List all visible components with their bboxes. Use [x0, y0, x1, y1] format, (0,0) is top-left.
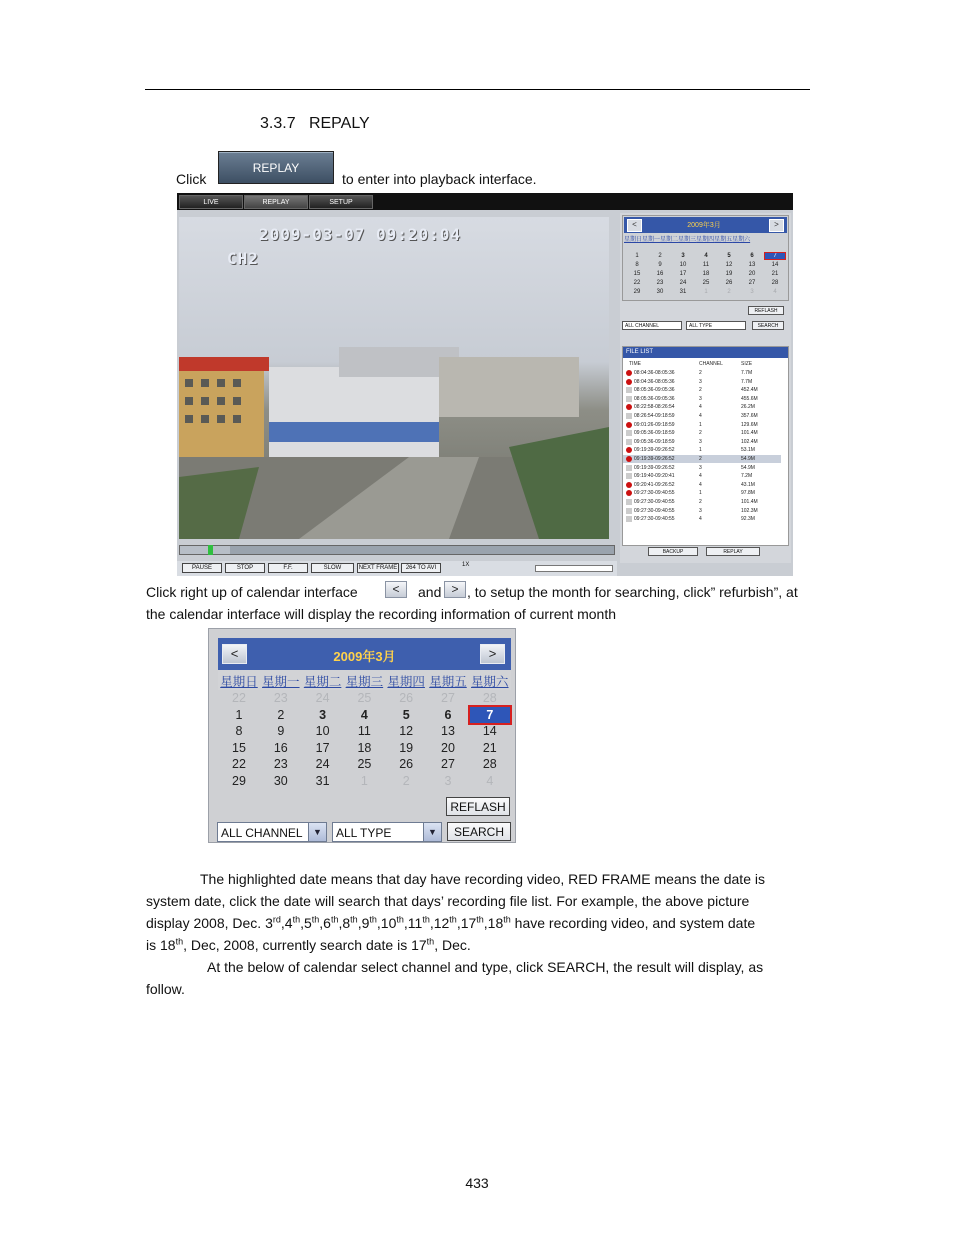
file-list-title: FILE LIST — [623, 347, 788, 358]
file-row[interactable] — [623, 369, 781, 377]
calendar-day[interactable]: 26 — [399, 757, 414, 772]
file-list — [622, 346, 789, 546]
mini-calendar — [622, 215, 789, 301]
calendar-day[interactable]: 21 — [482, 740, 497, 755]
calendar-day[interactable]: 28 — [482, 691, 497, 705]
fast-forward-button[interactable]: F.F. — [268, 563, 308, 573]
alarm-icon — [626, 379, 632, 385]
sup: th — [449, 914, 457, 925]
file-row[interactable] — [623, 446, 781, 454]
file-time: 09:05:36-09:18:59 — [634, 430, 675, 437]
record-icon — [626, 465, 632, 471]
next-frame-button[interactable]: NEXT FRAME — [358, 565, 398, 571]
calendar-day[interactable]: 8 — [235, 724, 243, 739]
calendar-day[interactable]: 3 — [444, 774, 452, 788]
chevron-down-icon: ▼ — [308, 823, 326, 841]
calendar-zoom — [208, 628, 516, 843]
file-size: 102.4M — [741, 438, 758, 445]
section-number: 3.3.7 — [260, 115, 296, 132]
mini-weekday: 星期四 — [696, 237, 715, 243]
record-icon — [626, 473, 632, 479]
prev-month-icon: < — [385, 581, 407, 598]
refresh-button[interactable]: REFLASH — [446, 797, 510, 816]
mini-day-cell[interactable]: 4 — [773, 289, 777, 295]
record-icon — [626, 508, 632, 514]
record-icon — [626, 430, 632, 436]
mini-day-cell[interactable]: 20 — [748, 271, 756, 277]
record-icon — [626, 516, 632, 522]
mini-day-cell[interactable]: 3 — [750, 289, 754, 295]
mini-day-cell[interactable]: 19 — [725, 271, 733, 277]
sup: th — [476, 914, 484, 925]
weekday-label: 星期日 — [220, 675, 258, 689]
weekday-label: 星期四 — [387, 675, 425, 689]
mini-weekday-row — [624, 234, 787, 243]
file-channel: 3 — [699, 507, 702, 514]
file-row[interactable] — [623, 481, 781, 489]
text: is 18 — [146, 937, 176, 953]
calendar-day[interactable]: 15 — [232, 740, 246, 755]
file-size: 54.9M — [741, 464, 755, 471]
mini-weekday: 星期二 — [660, 237, 679, 243]
calendar-day[interactable]: 10 — [315, 724, 330, 739]
file-size: 129.6M — [741, 421, 758, 428]
text: ,12 — [429, 915, 450, 931]
sup: th — [369, 914, 377, 925]
sup: th — [422, 914, 430, 925]
mini-day-cell[interactable]: 10 — [679, 262, 687, 268]
mini-day-cell[interactable]: 22 — [633, 280, 641, 286]
record-icon — [626, 499, 632, 505]
calendar-day[interactable]: 18 — [357, 740, 372, 755]
record-icon — [626, 387, 632, 393]
mini-day-cell[interactable]: 23 — [656, 280, 664, 286]
text: ,11 — [403, 915, 423, 931]
progress-handle[interactable] — [208, 545, 213, 555]
mini-day-cell[interactable]: 3 — [681, 253, 685, 259]
calendar-day[interactable]: 27 — [441, 757, 455, 772]
top-tab-bar — [177, 193, 793, 210]
file-time: 09:19:39-09:26:52 — [634, 464, 675, 471]
playback-screenshot — [177, 193, 793, 576]
mini-channel-value: ALL CHANNEL — [625, 322, 659, 329]
text: ,9 — [357, 915, 370, 931]
calendar-title: 2009年3月 — [333, 649, 396, 664]
mini-day-cell[interactable]: 2 — [658, 253, 662, 259]
page-number: 433 — [465, 1175, 489, 1191]
weekday-label: 星期五 — [429, 675, 467, 689]
mini-weekday: 星期六 — [732, 237, 751, 243]
file-row[interactable] — [623, 403, 781, 411]
calendar-day[interactable]: 23 — [273, 757, 288, 772]
mini-day-cell[interactable]: 24 — [679, 280, 687, 286]
file-row[interactable] — [623, 464, 781, 472]
calendar-day[interactable]: 25 — [357, 757, 372, 772]
file-time: 09:01:26-09:18:59 — [634, 421, 675, 428]
intro-click: Click — [176, 171, 207, 187]
sup: th — [350, 914, 358, 925]
alarm-icon — [626, 370, 632, 376]
text: ,5 — [300, 915, 312, 931]
search-button[interactable]: SEARCH — [447, 822, 511, 841]
chevron-down-icon: ▼ — [423, 823, 441, 841]
col-size: SIZE — [741, 361, 753, 367]
file-row[interactable] — [623, 498, 781, 506]
type-select[interactable] — [332, 822, 442, 842]
calendar-day[interactable]: 4 — [486, 774, 494, 788]
calendar-day[interactable]: 3 — [319, 707, 327, 722]
mini-weekday: 星期三 — [678, 237, 697, 243]
calendar-day[interactable]: 16 — [273, 740, 288, 755]
file-channel: 4 — [699, 481, 702, 488]
file-size: 54.9M — [741, 456, 755, 462]
calendar-header — [218, 638, 511, 670]
mini-day-cell[interactable]: 6 — [750, 253, 754, 259]
para1-line3 — [146, 912, 755, 934]
file-size: 452.4M — [741, 387, 758, 394]
calendar-day[interactable]: 22 — [232, 757, 246, 772]
para2-line1: At the below of calendar select channel and type, click SEARCH, the result will display, as — [207, 959, 764, 975]
sup: th — [396, 914, 404, 925]
mini-day-cell[interactable]: 16 — [656, 271, 664, 277]
calendar-day[interactable]: 12 — [399, 724, 414, 739]
file-channel: 1 — [699, 447, 702, 454]
convert-avi-button[interactable]: 264 TO AVI — [401, 563, 441, 573]
calendar-day[interactable]: 30 — [273, 774, 288, 788]
header-rule — [145, 89, 810, 90]
intro-after: to enter into playback interface. — [342, 171, 537, 187]
calendar-day[interactable]: 22 — [232, 691, 246, 705]
text: ,17 — [456, 915, 477, 931]
mini-day-cell[interactable]: 4 — [704, 253, 708, 259]
tab-replay[interactable]: REPLAY — [244, 195, 308, 209]
mini-day-cell[interactable]: 18 — [702, 271, 710, 277]
tab-setup[interactable]: SETUP — [309, 195, 373, 209]
channel-select-value: ALL CHANNEL — [221, 826, 303, 840]
file-row[interactable] — [623, 515, 781, 523]
file-time: 08:26:54-09:18:59 — [634, 413, 675, 419]
weekday-label: 星期一 — [262, 675, 300, 689]
mini-search-button[interactable]: SEARCH — [752, 321, 784, 330]
file-size: 7.7M — [741, 370, 753, 376]
text: ,18 — [483, 915, 504, 931]
file-time: 09:27:30-09:40:55 — [634, 516, 675, 523]
sup: rd — [272, 914, 281, 925]
file-channel: 2 — [699, 370, 702, 376]
calendar-day[interactable]: 17 — [315, 740, 330, 755]
text: , Dec, 2008, currently search date is 17 — [183, 937, 427, 953]
sup: th — [330, 914, 339, 925]
file-time: 09:19:39-09:26:52 — [634, 456, 675, 462]
stop-button[interactable]: STOP — [225, 563, 265, 573]
text: ,10 — [376, 915, 397, 931]
file-channel: 3 — [699, 438, 702, 445]
text: ,6 — [319, 915, 331, 931]
calendar-prev-icon[interactable]: < — [222, 644, 247, 664]
calendar-day[interactable]: 2 — [402, 774, 410, 788]
section-title: REPALY — [308, 115, 370, 132]
calendar-weekday-row — [218, 670, 511, 690]
text: have recording video, and system date — [510, 915, 756, 931]
mini-day-cell[interactable]: 13 — [748, 262, 756, 268]
file-channel: 4 — [699, 413, 702, 419]
mini-day-cell[interactable]: 2 — [727, 289, 731, 295]
file-channel: 1 — [699, 490, 702, 497]
file-channel: 2 — [699, 387, 702, 394]
file-time: 09:19:40-09:20:41 — [634, 473, 675, 480]
playback-controls — [177, 561, 617, 576]
col-channel: CHANNEL — [699, 361, 723, 367]
file-time: 08:04:36-08:05:36 — [634, 370, 675, 376]
file-channel: 3 — [699, 395, 702, 402]
mini-channel-select[interactable] — [622, 321, 682, 330]
mini-calendar-title: 2009年3月 — [687, 222, 721, 229]
pause-button[interactable]: PAUSE — [182, 563, 222, 573]
mini-day-cell[interactable]: 8 — [635, 262, 639, 268]
mini-day-cell[interactable]: 5 — [727, 253, 731, 259]
file-row[interactable] — [623, 421, 781, 429]
alarm-icon — [626, 404, 632, 410]
osd-timestamp: 2009-03-07 09:20:04 — [259, 225, 462, 244]
mini-day-cell[interactable]: 26 — [725, 280, 733, 286]
next-month-icon: > — [444, 581, 466, 598]
file-channel: 1 — [699, 421, 702, 428]
calendar-day[interactable]: 9 — [277, 724, 285, 739]
calendar-day[interactable]: 20 — [441, 740, 455, 755]
text: ,8 — [338, 915, 351, 931]
file-size: 101.4M — [741, 499, 758, 505]
calendar-day[interactable]: 7 — [470, 707, 510, 723]
mini-day-cell[interactable]: 14 — [771, 262, 779, 268]
mini-day-cell[interactable]: 9 — [658, 262, 662, 268]
side-replay-button[interactable]: REPLAY — [706, 547, 760, 556]
calendar-day[interactable]: 14 — [482, 724, 497, 739]
text: ,4 — [280, 915, 293, 931]
sup: th — [175, 936, 184, 947]
para1-line2: system date, click the date will search that days’ recording file list. For example, the above picture — [146, 893, 750, 909]
weekday-label: 星期六 — [471, 675, 509, 689]
mini-calendar-header — [624, 217, 787, 233]
file-time: 09:19:39-09:26:52 — [634, 447, 675, 454]
nav-text-c: the calendar interface will display the recording information of current month — [146, 606, 617, 622]
file-time: 09:27:30-09:40:55 — [634, 490, 675, 497]
section-heading — [260, 115, 370, 133]
mini-day-cell[interactable]: 27 — [748, 280, 756, 286]
calendar-day[interactable]: 23 — [273, 691, 288, 705]
weekday-label: 星期三 — [345, 675, 384, 689]
side-panel — [620, 213, 791, 563]
file-time: 09:20:41-09:26:52 — [634, 481, 675, 488]
channel-select[interactable] — [217, 822, 327, 842]
calendar-day[interactable]: 19 — [399, 740, 414, 755]
calendar-day[interactable]: 1 — [235, 707, 243, 722]
alarm-icon — [626, 456, 632, 462]
file-size: 53.1M — [741, 447, 755, 454]
file-row[interactable] — [623, 455, 781, 463]
mini-day-cell[interactable]: 25 — [702, 280, 710, 286]
file-time: 09:05:36-09:18:59 — [634, 438, 675, 445]
calendar-day-grid — [218, 690, 511, 796]
calendar-day[interactable]: 29 — [232, 774, 246, 788]
record-icon — [626, 396, 632, 402]
calendar-day[interactable]: 28 — [482, 757, 497, 772]
replay-button-image[interactable]: REPLAY — [218, 151, 334, 184]
calendar-next-icon[interactable]: > — [480, 644, 505, 664]
file-row[interactable] — [623, 378, 781, 386]
mini-prev-month-icon[interactable]: < — [627, 219, 642, 232]
mini-day-cell[interactable]: 15 — [633, 271, 641, 277]
calendar-day[interactable]: 31 — [315, 774, 330, 788]
file-size: 26.2M — [741, 404, 755, 411]
calendar-day[interactable]: 24 — [315, 691, 330, 705]
mini-day-cell[interactable]: 11 — [702, 262, 710, 268]
backup-button[interactable]: BACKUP — [648, 547, 698, 556]
alarm-icon — [626, 490, 632, 496]
type-select-value: ALL TYPE — [336, 826, 392, 840]
video-view — [179, 217, 609, 539]
para1-line4 — [146, 934, 471, 956]
file-size: 7.2M — [741, 473, 753, 480]
file-row[interactable] — [623, 395, 781, 403]
file-size: 102.3M — [741, 507, 758, 514]
text: , Dec. — [434, 937, 471, 953]
file-size: 357.6M — [741, 413, 758, 419]
file-time: 09:27:30-09:40:55 — [634, 499, 675, 505]
file-channel: 4 — [699, 516, 702, 523]
slow-button[interactable]: SLOW — [311, 563, 354, 573]
mini-day-cell[interactable]: 29 — [633, 289, 641, 295]
calendar-day[interactable]: 25 — [357, 691, 372, 705]
file-channel: 2 — [699, 499, 702, 505]
file-channel: 3 — [699, 378, 702, 385]
volume-slider[interactable] — [535, 565, 613, 572]
mini-weekday: 星期五 — [714, 237, 733, 243]
calendar-day[interactable]: 24 — [315, 757, 330, 772]
mini-type-value: ALL TYPE — [689, 322, 713, 329]
file-size: 92.3M — [741, 516, 755, 523]
tab-live[interactable]: LIVE — [179, 195, 243, 209]
sup: th — [311, 914, 320, 925]
sup: th — [426, 936, 435, 947]
file-time: 09:27:30-09:40:55 — [634, 507, 675, 514]
alarm-icon — [626, 447, 632, 453]
record-icon — [626, 439, 632, 445]
file-size: 7.7M — [741, 378, 753, 385]
mini-day-cell[interactable]: 12 — [725, 262, 733, 268]
mini-day-cell[interactable]: 31 — [679, 289, 687, 295]
para2-line2: follow. — [146, 981, 185, 997]
file-size: 455.6M — [741, 395, 758, 402]
record-icon — [626, 413, 632, 419]
playback-progress[interactable] — [179, 545, 615, 555]
mini-day-cell[interactable]: 28 — [771, 280, 779, 286]
mini-refresh-button[interactable]: REFLASH — [748, 306, 784, 315]
file-size: 97.8M — [741, 490, 755, 497]
file-time: 08:04:36-08:05:36 — [634, 378, 675, 385]
calendar-day[interactable]: 26 — [399, 691, 414, 705]
file-row[interactable] — [623, 438, 781, 446]
calendar-day[interactable]: 6 — [444, 707, 452, 722]
mini-day-cell[interactable]: 1 — [635, 253, 639, 259]
mini-day-cell[interactable]: 17 — [679, 271, 687, 277]
text: display 2008, Dec. 3 — [146, 915, 273, 931]
mini-day-cell[interactable]: 21 — [771, 271, 779, 277]
calendar-day[interactable]: 11 — [357, 724, 371, 739]
file-row[interactable] — [623, 412, 781, 420]
calendar-day[interactable]: 4 — [360, 707, 368, 722]
mini-day-cell[interactable]: 1 — [704, 289, 708, 295]
mini-type-select[interactable] — [686, 321, 746, 330]
file-channel: 2 — [699, 456, 702, 462]
mini-weekday: 星期日 — [624, 237, 643, 243]
calendar-day[interactable]: 2 — [277, 707, 285, 722]
sup: th — [503, 914, 511, 925]
file-time: 08:05:36-09:05:36 — [634, 387, 675, 394]
para1-line1: The highlighted date means that day have recording video, RED FRAME means the date is — [200, 871, 765, 887]
file-time: 08:22:58-08:26:54 — [634, 404, 675, 411]
mini-day-cell[interactable]: 30 — [656, 289, 664, 295]
file-row[interactable] — [623, 507, 781, 515]
file-row[interactable] — [623, 386, 781, 394]
file-size: 101.4M — [741, 430, 758, 437]
alarm-icon — [626, 482, 632, 488]
nav-text-a: Click right up of calendar interface — [146, 584, 358, 600]
speed-label: 1X — [462, 562, 470, 568]
file-list-columns — [623, 360, 781, 368]
scene-drawing — [179, 217, 609, 539]
mini-day-cell[interactable]: 7 — [765, 253, 785, 259]
file-time: 08:05:36-09:05:36 — [634, 395, 675, 402]
col-time: TIME — [629, 361, 641, 367]
file-row[interactable] — [623, 489, 781, 497]
calendar-day[interactable]: 5 — [402, 707, 410, 722]
file-channel: 2 — [699, 430, 702, 437]
calendar-day[interactable]: 27 — [441, 691, 455, 705]
osd-channel: CH2 — [227, 249, 259, 268]
sup: th — [292, 914, 301, 925]
mini-next-month-icon[interactable]: > — [769, 219, 784, 232]
file-channel: 4 — [699, 404, 702, 411]
file-channel: 4 — [699, 473, 702, 480]
file-size: 43.1M — [741, 481, 755, 488]
file-channel: 3 — [699, 464, 702, 471]
nav-text-b: , to setup the month for searching, click” refurbish”, at — [467, 584, 798, 600]
mini-weekday: 星期一 — [642, 237, 661, 243]
calendar-day[interactable]: 1 — [360, 774, 368, 788]
file-row[interactable] — [623, 429, 781, 437]
calendar-day[interactable]: 13 — [441, 724, 455, 739]
file-row[interactable] — [623, 472, 781, 480]
weekday-label: 星期二 — [303, 675, 342, 689]
alarm-icon — [626, 422, 632, 428]
nav-text-and: and — [418, 584, 442, 600]
